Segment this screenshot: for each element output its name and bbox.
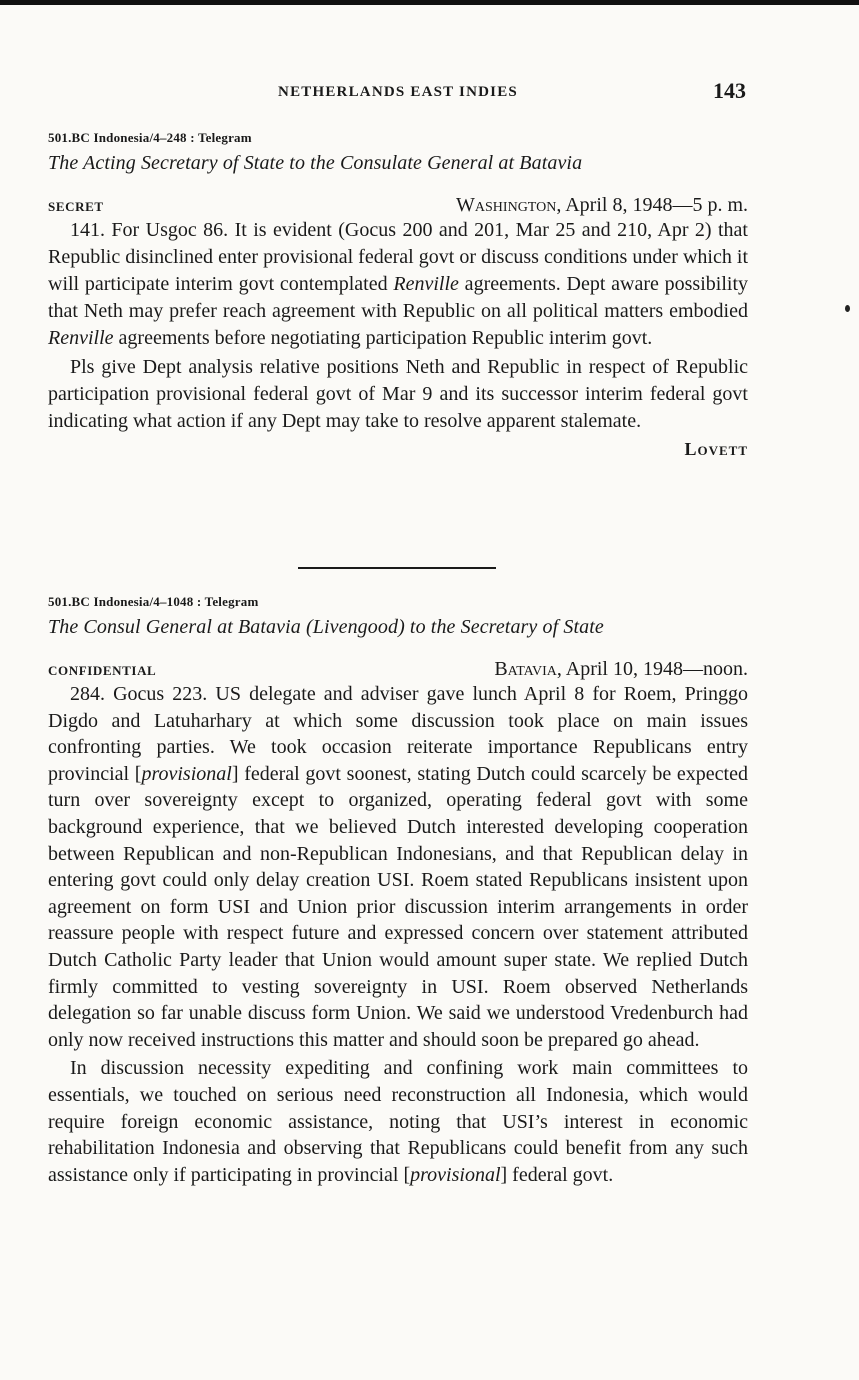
body-paragraph: 141. For Usgoc 86. It is evident (Gocus 200 and 201, Mar 25 and 210, Apr 2) that Republic disinclined enter provisional federal govt or discuss conditions under which it will participate interim govt contemplated Renville agreements. Dept aware possibility that Neth may prefer reach agreement with Republic on all political matters embodied Renville agreements before negotiating participation Republic interim govt.	[48, 219, 749, 349]
place-date	[494, 658, 748, 681]
running-head	[48, 78, 748, 108]
section-divider	[298, 567, 496, 569]
classification-label: SECRET	[48, 199, 104, 214]
date-text: , April 8, 1948—5 p. m.	[556, 194, 748, 216]
body-paragraph: In discussion necessity expediting and confining work main committees to essentials, we touched on serious need reconstruction all Indonesia, which would require foreign economic assistance, noting that USI’s interest in economic rehabilitation Indonesia and observing that Republicans could benefit from any such assistance only if participating in provincial [provisional] federal govt.	[48, 1057, 748, 1186]
document-title: The Acting Secretary of State to the Consulate General at Batavia	[48, 152, 583, 174]
page-number: 143	[713, 78, 746, 103]
file-reference: 501.BC Indonesia/4–248 : Telegram	[48, 130, 252, 145]
telegram-batavia	[48, 594, 748, 1188]
classification-label: CONFIDENTIAL	[48, 663, 157, 678]
body-paragraph: Pls give Dept analysis relative positions Neth and Republic in respect of Republic participation provisional federal govt of Mar 9 and its successor interim federal govt indicating what action if any Dept may take to resolve apparent stalemate.	[48, 356, 748, 432]
date-text: , April 10, 1948—noon.	[556, 658, 748, 680]
file-reference: 501.BC Indonesia/4–1048 : Telegram	[48, 594, 259, 609]
running-title: NETHERLANDS EAST INDIES	[278, 84, 518, 100]
margin-mark	[845, 305, 850, 312]
place-name: Washington	[456, 194, 557, 216]
dateline	[48, 655, 748, 681]
place-name: Batavia	[494, 658, 557, 680]
place-date	[456, 194, 748, 217]
signature: Lovett	[684, 439, 748, 459]
page-top-border	[0, 0, 859, 5]
dateline	[48, 191, 748, 217]
telegram-washington	[48, 130, 748, 460]
document-title: The Consul General at Batavia (Livengood) to the Secretary of State	[48, 616, 604, 638]
body-paragraph: 284. Gocus 223. US delegate and adviser gave lunch April 8 for Roem, Pringgo Digdo and Latuharhary at which some discussion took place on main issues confronting parties. We took occasion reiterate importance Republicans entry provincial [provisional] federal govt soonest, stating Dutch could scarcely be expected turn over sovereignty except to organized, operating federal govt with some background experience, that we believed Dutch interested developing cooperation between Republican and non-Republican Indonesians, and that Republican delay in entering govt could only delay creation USI. Roem stated Republicans insistent upon agreement on form USI and Union prior discussion interim arrangements in order reassure people with respect future and expressed concern over statement attributed Dutch Catholic Party leader that Union would amount super state. We replied Dutch firmly committed to vesting sovereignty in USI. Roem observed Netherlands delegation so far unable discuss form Union. We said we understood Vredenburch had only now received instructions this matter and should soon be prepared go ahead.	[48, 683, 748, 1051]
